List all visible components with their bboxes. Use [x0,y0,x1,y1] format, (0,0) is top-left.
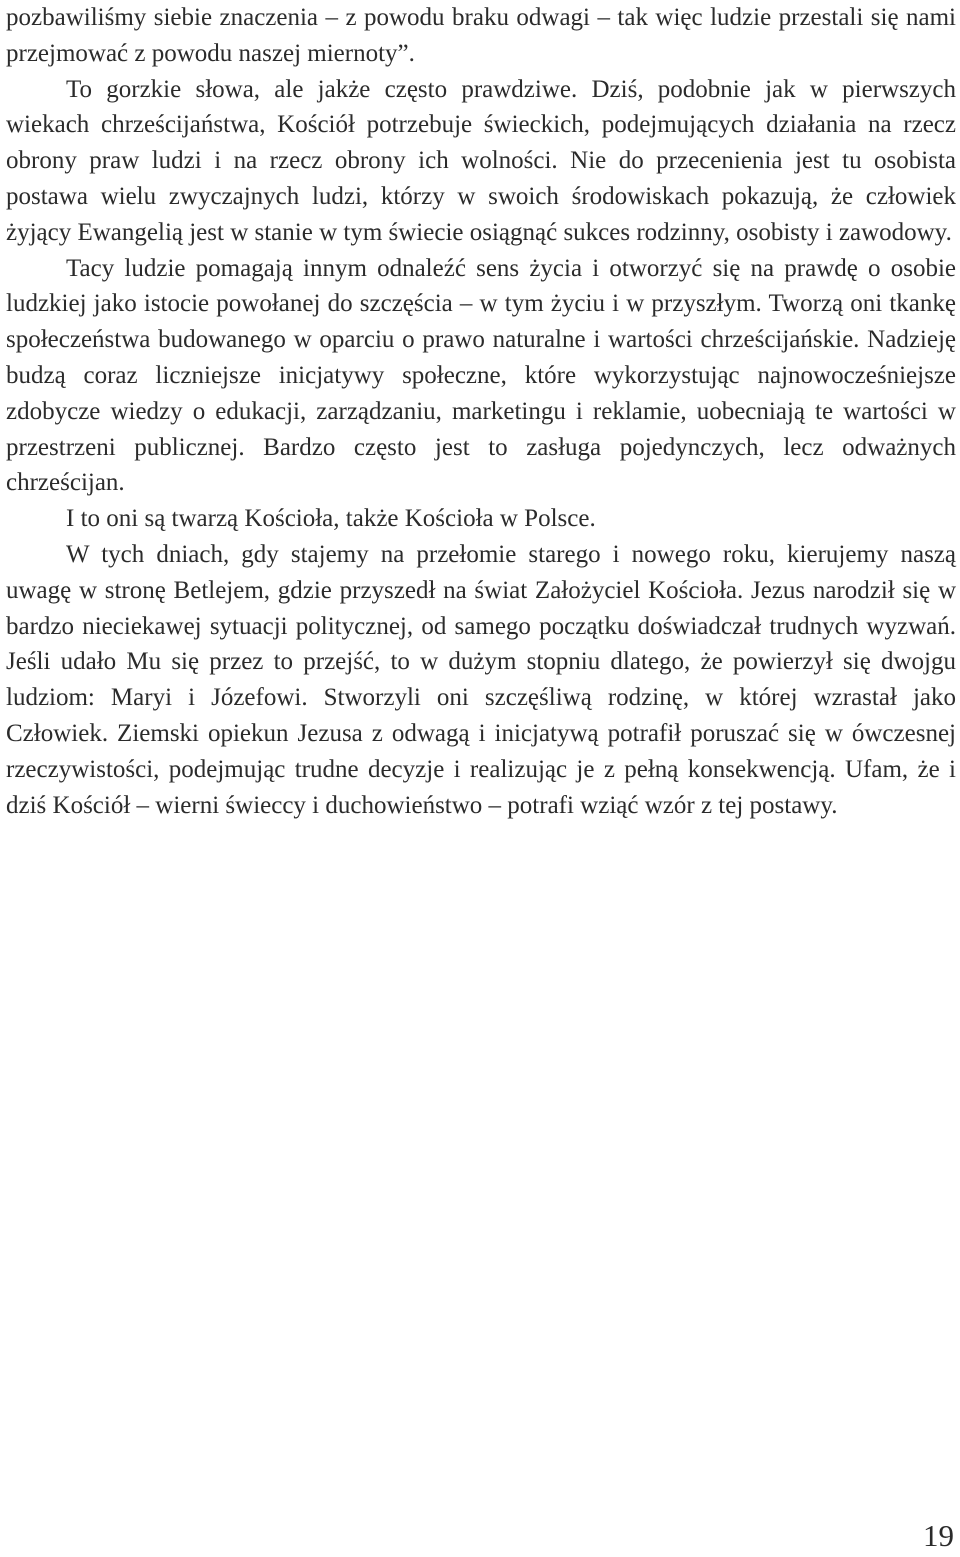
paragraph-continued: pozbawiliśmy siebie znaczenia – z powodu braku odwagi – tak więc ludzie przestali się nami przejmować z powodu naszej miernoty”. [6,4,956,67]
paragraph-bethlehem: W tych dniach, gdy stajemy na przełomie starego i nowego roku, kierujemy naszą uwagę w stronę Betlejem, gdzie przyszedł na świat Założyciel Kościoła. Jezus narodził się w bardzo nieciekawej sytuacji politycznej, od samego początku doświadczał trudnych wyzwań. Jeśli udało Mu się przez to przejść, to w dużym stopniu dlatego, że powierzył się dwojgu ludziom: Maryi i Józefowi. Stworzyli oni szczęśliwą rodzinę, w której wzrastał jako Człowiek. Ziemski opiekun Jezusa z odwagą i inicjatywą potrafił poruszać się w ówczesnej rzeczywistości, podejmując trudne decyzje i realizując je z pełną konsekwencją. Ufam, że i dziś Kościół – wierni świeccy i duchowieństwo – potrafi wziąć wzór z tej postawy. [6,540,956,819]
body-text [6,0,956,823]
page-number: 19 [923,1518,954,1553]
paragraph-bitter-words: To gorzkie słowa, ale jakże często prawdziwe. Dziś, podobnie jak w pierwszych wiekach chrześcijaństwa, Kościół potrzebuje świeckich, podejmujących działania na rzecz obrony praw ludzi i na rzecz obrony ich wolności. Nie do przecenienia jest tu osobista postawa wielu zwyczajnych ludzi, którzy w swoich środowiskach pokazują, że człowiek żyjący Ewangelią jest w stanie w tym świecie osiągnąć sukces rodzinny, osobisty i zawodowy. [6,75,956,246]
paragraph-such-people: Tacy ludzie pomagają innym odnaleźć sens życia i otworzyć się na prawdę o osobie ludzkiej jako istocie powołanej do szczęścia – w tym życiu i w przyszłym. Tworzą oni tkankę społeczeństwa budowanego w oparciu o prawo naturalne i wartości chrześcijańskie. Nadzieję budzą coraz liczniejsze inicjatywy społeczne, które wykorzystując najnowocześniejsze zdobycze wiedzy o edukacji, zarządzaniu, marketingu i reklamie, uobecniają te wartości w przestrzeni publicznej. Bardzo często jest to zasługa pojedynczych, lecz odważnych chrześcijan. [6,254,956,497]
paragraph-face-of-church: I to oni są twarzą Kościoła, także Kościoła w Polsce. [66,505,596,533]
